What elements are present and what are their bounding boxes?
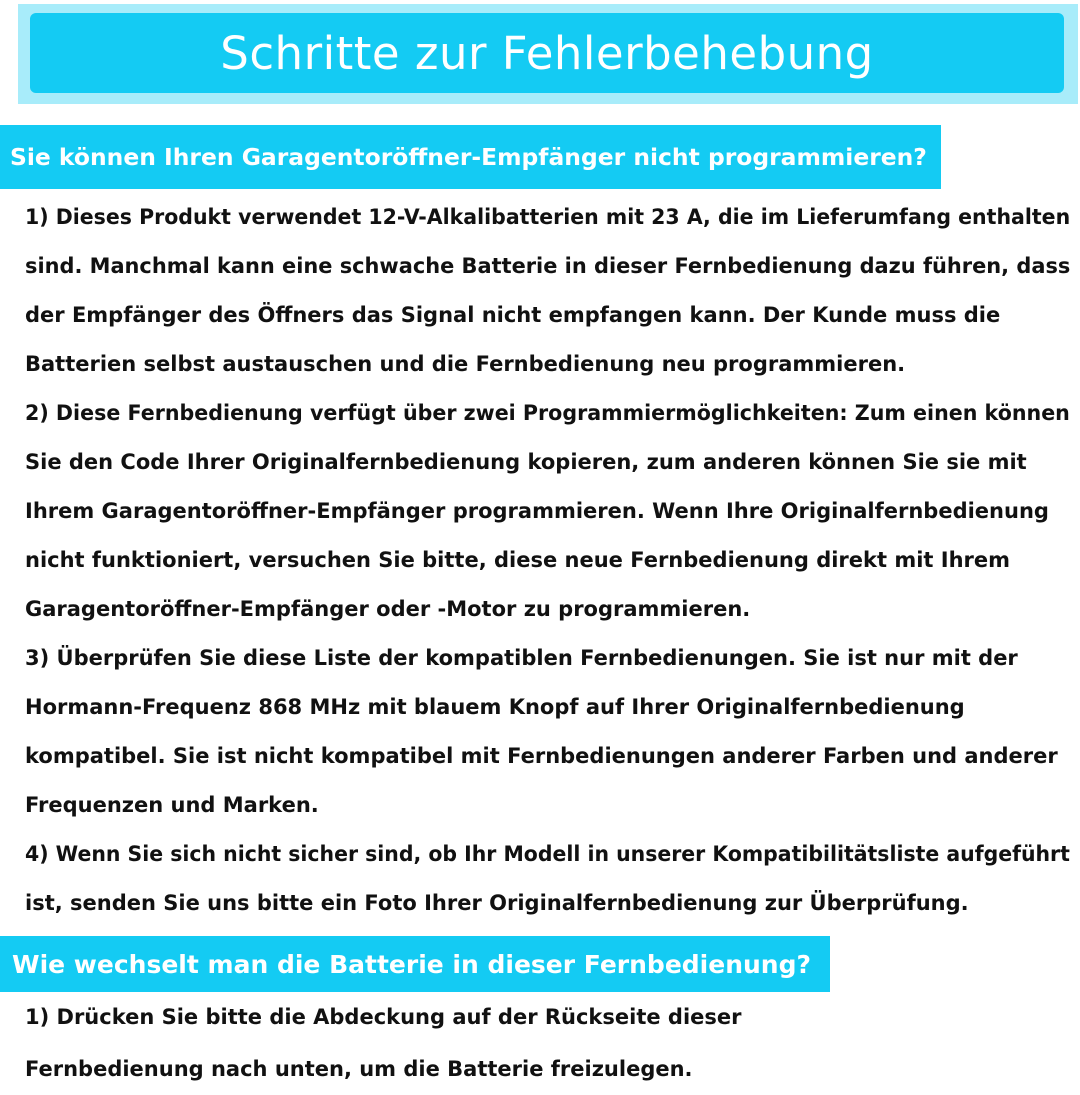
text-line: 2) Diese Fernbedienung verfügt über zwei Programmiermöglichkeiten: Zum einen können — [25, 401, 1070, 425]
text-line: 4) Wenn Sie sich nicht sicher sind, ob Ihr Modell in unserer Kompatibilitätsliste aufgeführt — [25, 842, 1070, 866]
text-line: Sie den Code Ihrer Originalfernbedienung kopieren, zum anderen können Sie sie mit — [25, 450, 1027, 474]
text-line: kompatibel. Sie ist nicht kompatibel mit Fernbedienungen anderer Farben und anderer — [25, 744, 1058, 768]
text-line: Ihrem Garagentoröffner-Empfänger programmieren. Wenn Ihre Originalfernbedienung — [25, 499, 1049, 523]
text-line: ist, senden Sie uns bitte ein Foto Ihrer Originalfernbedienung zur Überprüfung. — [25, 891, 969, 915]
text-line: nicht funktioniert, versuchen Sie bitte, diese neue Fernbedienung direkt mit Ihrem — [25, 548, 1011, 572]
text-line: Garagentoröffner-Empfänger oder -Motor zu programmieren. — [25, 597, 751, 621]
text-line: Frequenzen und Marken. — [25, 793, 319, 817]
title-banner-inner — [30, 13, 1064, 93]
section-heading-battery: Wie wechselt man die Batterie in dieser Fernbedienung? — [0, 936, 830, 992]
section-body-battery — [25, 991, 1070, 1095]
page-title: Schritte zur Fehlerbehebung — [220, 26, 874, 80]
text-line: der Empfänger des Öffners das Signal nicht empfangen kann. Der Kunde muss die — [25, 303, 1001, 327]
text-line: Hormann-Frequenz 868 MHz mit blauem Knopf auf Ihrer Originalfernbedienung — [25, 695, 965, 719]
text-line: Batterien selbst austauschen und die Fernbedienung neu programmieren. — [25, 352, 906, 376]
text-line: 1) Dieses Produkt verwendet 12-V-Alkalibatterien mit 23 A, die im Lieferumfang enthalten — [25, 205, 1071, 229]
text-line: Fernbedienung nach unten, um die Batterie freizulegen. — [25, 1057, 693, 1081]
section-heading-programming: Sie können Ihren Garagentoröffner-Empfänger nicht programmieren? — [0, 125, 941, 189]
title-banner — [18, 4, 1078, 104]
text-line: 3) Überprüfen Sie diese Liste der kompatiblen Fernbedienungen. Sie ist nur mit der — [25, 646, 1018, 670]
text-line: sind. Manchmal kann eine schwache Batterie in dieser Fernbedienung dazu führen, dass — [25, 254, 1071, 278]
section-body-programming — [25, 193, 1070, 928]
text-line: 1) Drücken Sie bitte die Abdeckung auf der Rückseite dieser — [25, 1005, 742, 1029]
